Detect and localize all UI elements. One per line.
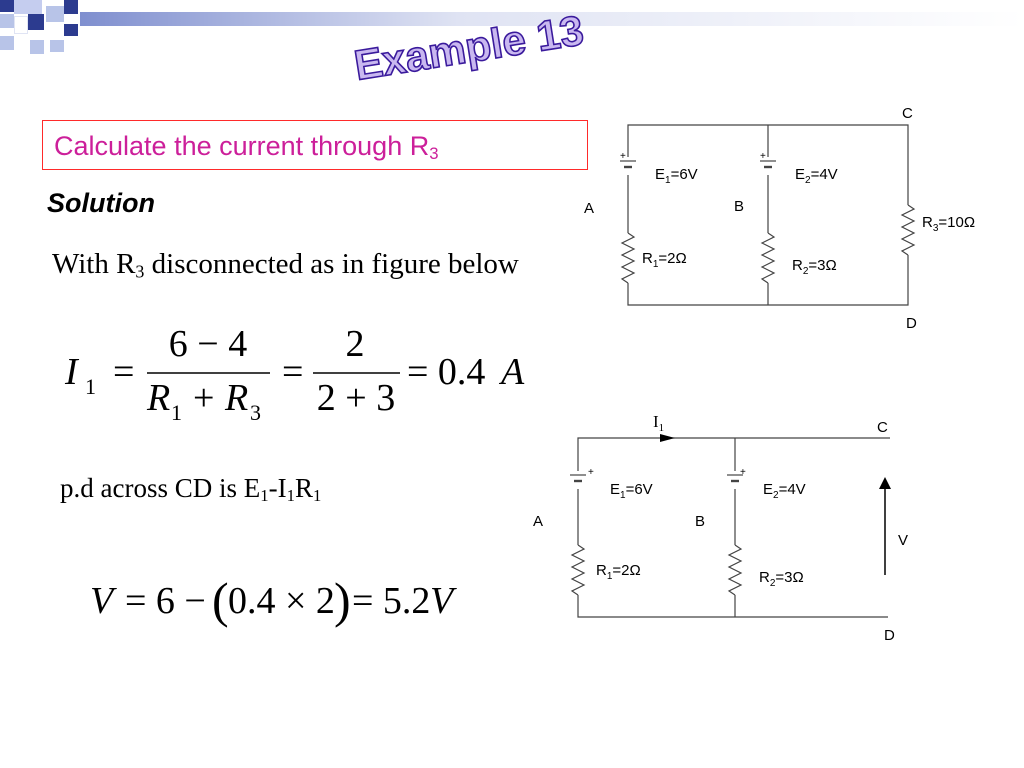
circuit-diagram-1 xyxy=(580,95,976,340)
open-paren: ( xyxy=(212,572,229,628)
svg-text:R: R xyxy=(225,377,249,419)
svg-text:V: V xyxy=(430,580,454,622)
svg-text:E2=4V: $E_2=4V$ xyxy=(763,481,806,501)
svg-text:R: R xyxy=(147,377,171,419)
deco-square xyxy=(14,16,28,34)
deco-square xyxy=(64,24,78,36)
svg-text:B: B xyxy=(734,198,745,215)
deco-square xyxy=(0,14,14,28)
current-equation xyxy=(55,318,545,428)
svg-text:C: C xyxy=(902,105,913,122)
svg-text:E2=4V: $E_2=4V$ xyxy=(795,166,838,186)
title-text: Example 13 xyxy=(350,6,587,89)
disconnect-statement: With $R_3$ disconnected as in figure below xyxy=(52,248,519,282)
svg-text:1: 1 xyxy=(171,400,182,425)
voltage-equation xyxy=(80,565,480,635)
svg-text:R3=10Ω: $R_3=10\Omega$ xyxy=(922,214,976,234)
svg-text:6 − 4: 6 − 4 xyxy=(168,323,248,365)
deco-square xyxy=(50,40,64,52)
deco-square xyxy=(0,36,14,50)
svg-text:= 5.2: = 5.2 xyxy=(352,580,431,622)
svg-text:D: D xyxy=(884,627,895,644)
deco-square xyxy=(0,0,14,12)
problem-text: Calculate the current through $R_3$ xyxy=(54,131,439,164)
svg-text:I1: $I_1$ xyxy=(653,412,665,434)
svg-text:= 0.4: = 0.4 xyxy=(407,351,486,393)
svg-text:R2=3Ω: $R_2=3\Omega$ xyxy=(792,257,837,277)
current-arrow-icon xyxy=(660,434,675,442)
svg-text:= 6 −: = 6 − xyxy=(125,580,206,622)
svg-text:+: + xyxy=(193,377,215,419)
svg-text:1: 1 xyxy=(85,374,96,399)
svg-text:I: I xyxy=(65,351,78,393)
svg-text:+: + xyxy=(740,467,746,478)
deco-square xyxy=(30,40,44,54)
svg-text:=: = xyxy=(113,351,135,393)
voltage-arrow-icon xyxy=(879,477,891,489)
svg-text:3: 3 xyxy=(250,400,261,425)
deco-square xyxy=(14,0,42,14)
circuit-diagram-2 xyxy=(530,405,930,650)
svg-text:E1=6V: $E_1=6V$ xyxy=(610,481,653,501)
svg-text:R1=2Ω: $R_1=2\Omega$ xyxy=(596,562,641,582)
svg-text:=: = xyxy=(282,351,304,393)
svg-text:2: 2 xyxy=(345,323,365,365)
svg-text:+: + xyxy=(760,151,766,162)
pd-statement: p.d across CD is $E_1-I_1R_1$ xyxy=(60,473,322,506)
deco-square xyxy=(28,14,44,30)
deco-square xyxy=(46,6,64,22)
svg-text:E1=6V: $E_1=6V$ xyxy=(655,166,698,186)
svg-text:A: A xyxy=(501,351,525,393)
svg-text:A: A xyxy=(584,200,595,217)
svg-text:B: B xyxy=(695,513,706,530)
problem-box xyxy=(42,120,588,170)
svg-text:C: C xyxy=(877,419,888,436)
svg-text:2 + 3: 2 + 3 xyxy=(316,377,396,419)
svg-text:+: + xyxy=(620,151,626,162)
close-paren: ) xyxy=(334,572,351,628)
svg-text:R2=3Ω: $R_2=3\Omega$ xyxy=(759,569,804,589)
svg-text:D: D xyxy=(906,315,917,332)
svg-text:V: V xyxy=(898,532,909,549)
svg-text:R1=2Ω: $R_1=2\Omega$ xyxy=(642,250,687,270)
svg-text:V: V xyxy=(90,580,114,622)
deco-square xyxy=(64,0,78,14)
solution-heading: Solution xyxy=(47,188,155,218)
svg-text:A: A xyxy=(533,513,544,530)
slide-title xyxy=(340,6,600,90)
svg-text:0.4 × 2: 0.4 × 2 xyxy=(228,580,335,622)
svg-text:+: + xyxy=(588,467,594,478)
